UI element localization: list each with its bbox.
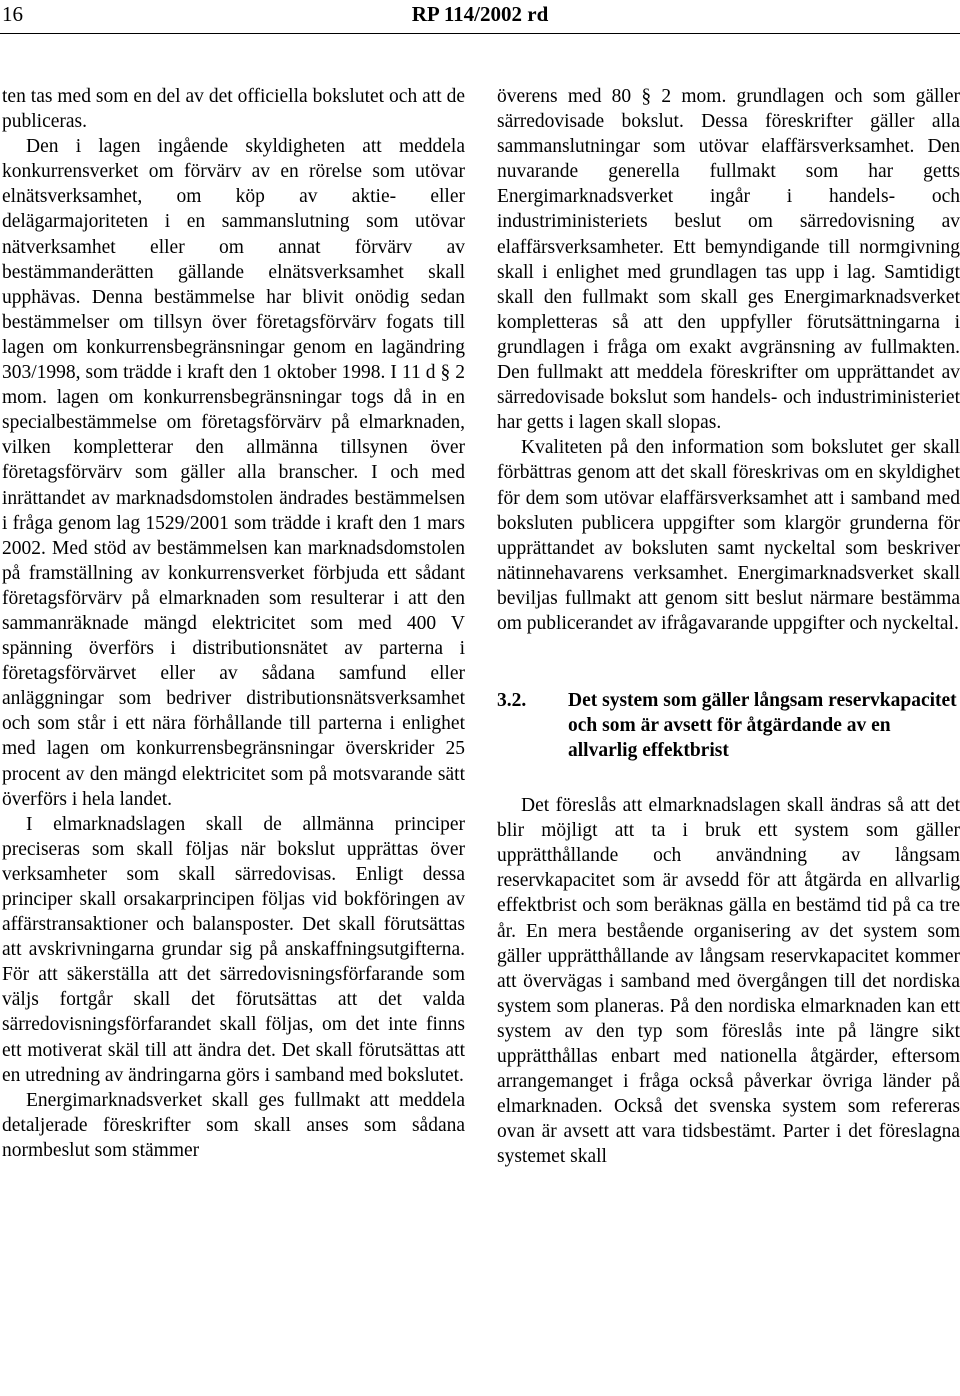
section-heading — [497, 688, 960, 763]
paragraph: ten tas med som en del av det officiella bokslutet och att de publiceras. — [2, 86, 465, 133]
header-divider — [0, 33, 960, 34]
right-column — [497, 84, 960, 1169]
section-number: 3.2. — [497, 690, 527, 712]
paragraph: överens med 80 § 2 mom. grundlagen och som gäller särredovisade bokslut. Dessa föreskrifter gäller alla sammanslutningar som utövar elaffärsverksamhet. Den nuvarande generella fullmakt som har getts Energimarknadsverket ingår i handels- och industriministeriets beslut om särredovisning av elaffärsverksamheter. Ett bemyndigande till normgivning skall i enlighet med grundlagen tas upp i lag. Samtidigt skall den fullmakt som skall ges Energimarknadsverket kompletteras så att den uppfyller förutsättningarna i grundlagen i fråga om exakt avgränsning av fullmakten. Den fullmakt att meddela föreskrifter om upprättandet av särredovisade bokslut som handels- och industriministeriet har getts i lagen skall slopas. — [497, 86, 960, 434]
page-number: 16 — [2, 2, 23, 26]
left-column — [2, 84, 465, 1163]
paragraph: Den i lagen ingående skyldigheten att meddela konkurrensverket om förvärv av en rörelse som utövar elnätsverksamhet, om köp av aktie- eller delägarmajoriteten i en sammanslutning som utövar nätverksamhet eller om annat förvärv av bestämmanderätten gällande elnätsverksamhet skall upphävas. Denna bestämmelse har blivit onödig sedan bestämmelser om tillsyn över företagsförvärv fogats till lagen om konkurrensbegränsningar genom en lagändring 303/1998, som trädde i kraft den 1 oktober 1998. I 11 d § 2 mom. lagen om konkurrensbegränsningar togs då in en specialbestämmelse om företagsförvärv på elmarknaden, vilken kompletterar den allmänna tillsynen över företagsförvärv som gäller alla branscher. I och med inrättandet av marknadsdomstolen ändrades bestämmelsen i fråga genom lag 1529/2001 som trädde i kraft den 1 mars 2002. Med stöd av bestämmelsen kan marknadsdomstolen på framställning av konkurrensverket förbjuda ett sådant företagsförvärv på elmarknaden som resulterar i att den sammanräknade mängd elektricitet som med 400 V spänning överförs i distributionsnätet av parterna i företagsförvärvet eller av sådana samfund eller anläggningar som bedriver distributionsnätsverksamhet och som står i ett nära förhållande till parterna i enlighet med lagen om konkurrensbegränsningar överskrider 25 procent av den mängd elektricitet som på motsvarande sätt överförs i hela landet. — [2, 136, 465, 810]
section-title: Det system som gäller långsam reservkapacitet och som är avsett för åtgärdande av en allvarlig effektbrist — [568, 690, 957, 762]
paragraph: Energimarknadsverket skall ges fullmakt att meddela detaljerade föreskrifter som skall anses som sådana normbeslut som stämmer — [2, 1089, 465, 1161]
paragraph: Kvaliteten på den information som bokslutet ger skall förbättras genom att det skall föreskrivas om en skyldighet för dem som utövar elaffärsverksamhet att i samband med boksluten publicera uppgifter som klargör grunderna för upprättandet av boksluten samt nyckeltal som beskriver nätinnehavarens verksamhet. Energimarknadsverket skall beviljas fullmakt att genom sitt beslut närmare bestämma om publicerandet av ifrågavarande uppgifter och nyckeltal. — [497, 437, 960, 634]
page-header — [0, 0, 960, 40]
paragraph: I elmarknadslagen skall de allmänna principer preciseras som skall följas när bokslut upprättas över verksamheter som skall särredovisas. Enligt dessa principer skall orsakarprincipen följas vid bokföringen av affärstransaktioner och balansposter. Det skall förutsättas att avskrivningarna grundar sig på anskaffningsutgifterna. För att säkerställa att det särredovisningsförfarande som väljs fortgår skall det förutsättas att det valda särredovisningsförfarandet skall följas, om det inte finns ett motiverat skäl till att ändra det. Det skall förutsättas att en utredning av ändringarna görs i samband med bokslutet. — [2, 813, 465, 1086]
document-reference: RP 114/2002 rd — [411, 2, 549, 26]
paragraph: Det föreslås att elmarknadslagen skall ändras så att det blir möjligt att ta i bruk ett system som gäller upprätthållande och användning av långsam reservkapacitet som är avsedd för att åtgärda en allvarlig effektbrist och som beräknas gälla en bestämd tid på ca tre år. En mera bestående organisering av det system som gäller upprätthållande av långsam reservkapacitet kommer att övervägas i samband med övergången till det nordiska system som planeras. På den nordiska elmarknaden kan ett system av den typ som föreslås inte på längre sikt upprätthållas enbart med nationella åtgärder, eftersom arrangemanget i fråga också påverkar övriga länder på elmarknaden. Också det svenska system som refereras ovan är avsett att vara tidsbestämt. Parter i det föreslagna systemet skall — [497, 795, 960, 1168]
